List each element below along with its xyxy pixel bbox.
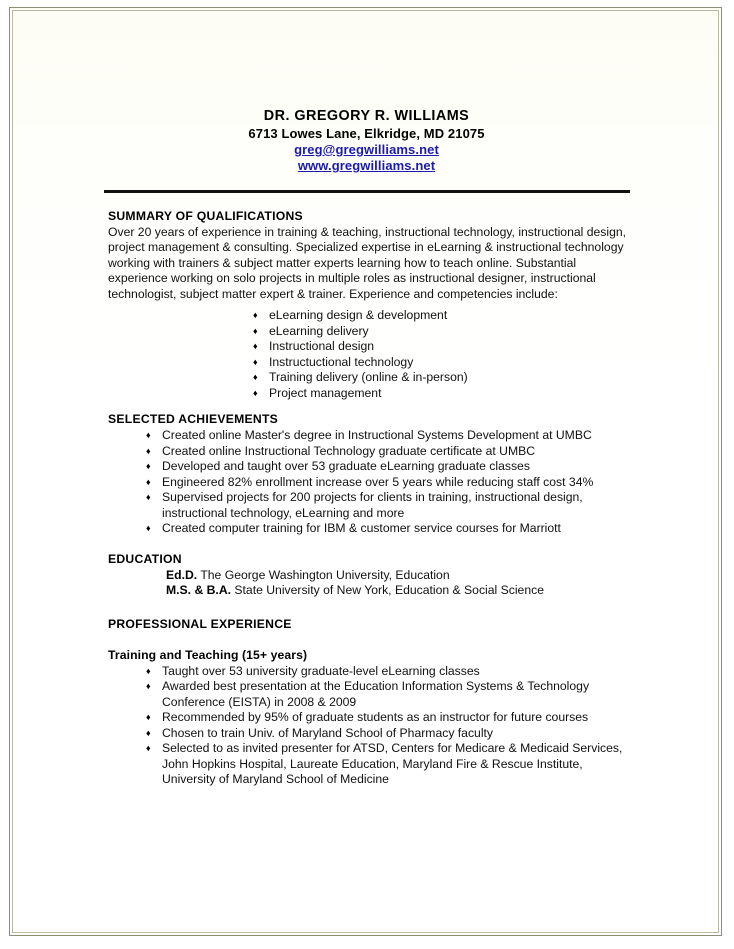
- competency-label: eLearning design & development: [269, 308, 448, 323]
- diamond-bullet-icon: ♦: [146, 665, 151, 676]
- list-item: [146, 741, 630, 788]
- list-item: [146, 521, 630, 537]
- list-item: [146, 459, 630, 475]
- summary-heading: SUMMARY OF QUALIFICATIONS: [108, 209, 303, 223]
- section-achievements: [108, 411, 630, 537]
- diamond-bullet-icon: ♦: [253, 356, 258, 367]
- resume-header: [10, 108, 723, 174]
- list-item: [253, 370, 630, 386]
- diamond-bullet-icon: ♦: [253, 310, 258, 321]
- experience-heading: PROFESSIONAL EXPERIENCE: [108, 616, 292, 631]
- experience-text: Awarded best presentation at the Education Information Systems & Technology Conference (EISTA) in 2008 & 2009: [162, 679, 590, 709]
- achievement-text: Supervised projects for 200 projects for clients in training, instructional design, instructional technology, eLearning and more: [162, 490, 583, 520]
- spacer: [108, 537, 630, 551]
- spacer: [108, 633, 630, 647]
- competency-label: eLearning delivery: [269, 323, 369, 338]
- experience-subsection-heading: Training and Teaching (15+ years): [108, 647, 308, 662]
- website-link[interactable]: www.gregwilliams.net: [297, 158, 436, 173]
- diamond-bullet-icon: ♦: [146, 445, 151, 456]
- candidate-name: DR. GREGORY R. WILLIAMS: [263, 108, 470, 124]
- education-heading: EDUCATION: [108, 551, 182, 566]
- list-item: [166, 568, 630, 584]
- email-link[interactable]: greg@gregwilliams.net: [294, 142, 439, 157]
- list-item: [146, 664, 630, 680]
- competency-label: Project management: [269, 385, 382, 400]
- resume-body: [108, 208, 630, 788]
- list-item: [146, 710, 630, 726]
- candidate-address: 6713 Lowes Lane, Elkridge, MD 21075: [248, 126, 485, 141]
- achievement-text: Created online Instructional Technology graduate certificate at UMBC: [162, 443, 536, 458]
- education-list: [108, 568, 630, 599]
- diamond-bullet-icon: ♦: [146, 476, 151, 487]
- list-item: [146, 428, 630, 444]
- header-divider: [104, 190, 630, 193]
- experience-list: [108, 664, 630, 788]
- list-item: [146, 679, 630, 710]
- diamond-bullet-icon: ♦: [146, 523, 151, 534]
- diamond-bullet-icon: ♦: [146, 681, 151, 692]
- page-content-area: [10, 8, 723, 937]
- diamond-bullet-icon: ♦: [146, 492, 151, 503]
- document-page: [9, 7, 722, 936]
- achievement-text: Developed and taught over 53 graduate eLearning graduate classes: [162, 459, 530, 474]
- list-item: [146, 490, 630, 521]
- experience-text: Chosen to train Univ. of Maryland School of Pharmacy faculty: [162, 725, 494, 740]
- list-item: [253, 386, 630, 402]
- section-experience: [108, 616, 630, 788]
- education-degree: Ed.D.: [166, 567, 198, 582]
- diamond-bullet-icon: ♦: [146, 712, 151, 723]
- list-item: [253, 355, 630, 371]
- achievements-heading: SELECTED ACHIEVEMENTS: [108, 412, 279, 427]
- diamond-bullet-icon: ♦: [253, 387, 258, 398]
- diamond-bullet-icon: ♦: [146, 743, 151, 754]
- list-item: [253, 324, 630, 340]
- competency-label: Training delivery (online & in-person): [269, 370, 468, 385]
- achievement-text: Engineered 82% enrollment increase over 5 years while reducing staff cost 34%: [162, 474, 594, 489]
- competency-label: Instructuctional technology: [269, 354, 414, 369]
- diamond-bullet-icon: ♦: [146, 461, 151, 472]
- section-education: [108, 551, 630, 599]
- diamond-bullet-icon: ♦: [146, 430, 151, 441]
- achievement-list: [108, 428, 630, 537]
- education-detail: State University of New York, Education & Social Science: [234, 583, 544, 598]
- list-item: [253, 339, 630, 355]
- spacer: [108, 599, 630, 616]
- list-item: [166, 583, 630, 599]
- diamond-bullet-icon: ♦: [253, 341, 258, 352]
- experience-text: Selected to as invited presenter for ATSD, Centers for Medicare & Medicaid Services, John Hopkins Hospital, Laureate Education, Maryland Fire & Rescue Institute, University of Maryland School of Medicine: [162, 741, 623, 787]
- section-summary: [108, 208, 630, 401]
- competency-list: [108, 308, 630, 401]
- education-detail: The George Washington University, Education: [200, 567, 450, 582]
- spacer: [108, 401, 630, 411]
- achievement-text: Created computer training for IBM & customer service courses for Marriott: [162, 521, 561, 536]
- experience-text: Taught over 53 university graduate-level eLearning classes: [162, 663, 480, 678]
- list-item: [146, 444, 630, 460]
- list-item: [146, 475, 630, 491]
- list-item: [146, 726, 630, 742]
- education-degree: M.S. & B.A.: [166, 583, 232, 598]
- summary-paragraph: Over 20 years of experience in training & teaching, instructional technology, instructional design, project management & consulting. Specialized expertise in eLearning & instructional technology working with trainers & subject matter experts learning how to teach online. Substantial experience working on solo projects in multiple roles as instructional designer, instructional technologist, subject matter expert & trainer. Experience and competencies include:: [108, 225, 627, 301]
- diamond-bullet-icon: ♦: [253, 372, 258, 383]
- list-item: [253, 308, 630, 324]
- diamond-bullet-icon: ♦: [146, 727, 151, 738]
- competency-label: Instructional design: [269, 339, 375, 354]
- experience-text: Recommended by 95% of graduate students as an instructor for future courses: [162, 710, 589, 725]
- diamond-bullet-icon: ♦: [253, 325, 258, 336]
- achievement-text: Created online Master's degree in Instructional Systems Development at UMBC: [162, 428, 592, 443]
